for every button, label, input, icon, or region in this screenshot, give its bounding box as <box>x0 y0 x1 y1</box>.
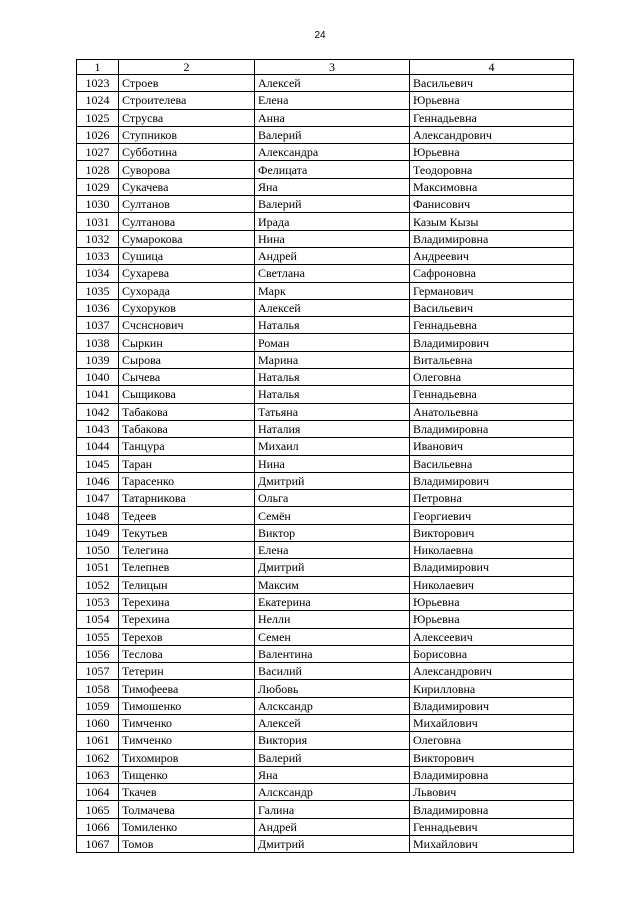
cell-name: Семен <box>255 628 410 645</box>
table-row <box>77 628 574 645</box>
cell-patronymic: Львович <box>410 784 574 801</box>
cell-number: 1036 <box>77 299 119 316</box>
cell-surname: Сырова <box>119 351 255 368</box>
cell-number: 1060 <box>77 714 119 731</box>
cell-surname: Табакова <box>119 420 255 437</box>
cell-surname: Султанов <box>119 196 255 213</box>
cell-surname: Терехина <box>119 593 255 610</box>
table-row <box>77 196 574 213</box>
cell-number: 1032 <box>77 230 119 247</box>
cell-number: 1031 <box>77 213 119 230</box>
cell-patronymic: Фанисович <box>410 196 574 213</box>
cell-name: Валерий <box>255 126 410 143</box>
cell-surname: Счснснович <box>119 317 255 334</box>
cell-number: 1054 <box>77 611 119 628</box>
column-header-surname: 2 <box>119 60 255 75</box>
table-row <box>77 265 574 282</box>
cell-name: Дмитрий <box>255 472 410 489</box>
cell-name: Нелли <box>255 611 410 628</box>
table-row <box>77 386 574 403</box>
cell-surname: Телегина <box>119 542 255 559</box>
cell-number: 1041 <box>77 386 119 403</box>
cell-patronymic: Васильевич <box>410 75 574 92</box>
table-row <box>77 749 574 766</box>
cell-number: 1023 <box>77 75 119 92</box>
cell-surname: Терехов <box>119 628 255 645</box>
cell-patronymic: Владимирович <box>410 697 574 714</box>
cell-patronymic: Владимирович <box>410 334 574 351</box>
cell-number: 1025 <box>77 109 119 126</box>
table-row <box>77 784 574 801</box>
cell-number: 1059 <box>77 697 119 714</box>
table-row <box>77 213 574 230</box>
table-row <box>77 109 574 126</box>
table-row <box>77 542 574 559</box>
cell-number: 1037 <box>77 317 119 334</box>
cell-name: Ирада <box>255 213 410 230</box>
cell-name: Алсксандр <box>255 784 410 801</box>
cell-patronymic: Андреевич <box>410 247 574 264</box>
cell-patronymic: Алексеевич <box>410 628 574 645</box>
cell-name: Ольга <box>255 490 410 507</box>
cell-surname: Строев <box>119 75 255 92</box>
table-row <box>77 317 574 334</box>
cell-patronymic: Васильевич <box>410 299 574 316</box>
table-row <box>77 611 574 628</box>
cell-number: 1058 <box>77 680 119 697</box>
cell-patronymic: Анатольевна <box>410 403 574 420</box>
cell-patronymic: Юрьевна <box>410 144 574 161</box>
cell-surname: Терехина <box>119 611 255 628</box>
table-row <box>77 334 574 351</box>
cell-name: Марк <box>255 282 410 299</box>
cell-name: Любовь <box>255 680 410 697</box>
cell-name: Андрей <box>255 818 410 835</box>
cell-number: 1049 <box>77 524 119 541</box>
cell-surname: Телицын <box>119 576 255 593</box>
cell-number: 1065 <box>77 801 119 818</box>
cell-number: 1066 <box>77 818 119 835</box>
cell-name: Марина <box>255 351 410 368</box>
column-header-patronymic: 4 <box>410 60 574 75</box>
cell-surname: Текутьев <box>119 524 255 541</box>
cell-number: 1029 <box>77 178 119 195</box>
table-row <box>77 161 574 178</box>
cell-number: 1028 <box>77 161 119 178</box>
cell-number: 1051 <box>77 559 119 576</box>
cell-patronymic: Иванович <box>410 438 574 455</box>
cell-number: 1055 <box>77 628 119 645</box>
column-header-number: 1 <box>77 60 119 75</box>
cell-patronymic: Геннадьевна <box>410 386 574 403</box>
cell-name: Андрей <box>255 247 410 264</box>
cell-number: 1052 <box>77 576 119 593</box>
table-row <box>77 144 574 161</box>
cell-number: 1024 <box>77 92 119 109</box>
cell-patronymic: Викторович <box>410 749 574 766</box>
cell-name: Нина <box>255 230 410 247</box>
names-table <box>76 59 574 853</box>
table-row <box>77 247 574 264</box>
cell-surname: Сычева <box>119 369 255 386</box>
cell-number: 1035 <box>77 282 119 299</box>
cell-name: Валерий <box>255 196 410 213</box>
table-row <box>77 732 574 749</box>
cell-name: Фелицата <box>255 161 410 178</box>
cell-name: Елена <box>255 92 410 109</box>
table-row <box>77 766 574 783</box>
table-row <box>77 714 574 731</box>
cell-patronymic: Теодоровна <box>410 161 574 178</box>
cell-patronymic: Владимировна <box>410 801 574 818</box>
cell-surname: Тимченко <box>119 732 255 749</box>
cell-surname: Сыщикова <box>119 386 255 403</box>
cell-patronymic: Борисовна <box>410 645 574 662</box>
table-row <box>77 472 574 489</box>
cell-surname: Сыркин <box>119 334 255 351</box>
cell-name: Дмитрий <box>255 559 410 576</box>
cell-patronymic: Александрович <box>410 663 574 680</box>
table-row <box>77 282 574 299</box>
cell-surname: Тетерин <box>119 663 255 680</box>
table-row <box>77 92 574 109</box>
cell-number: 1062 <box>77 749 119 766</box>
cell-name: Светлана <box>255 265 410 282</box>
cell-surname: Таран <box>119 455 255 472</box>
cell-number: 1057 <box>77 663 119 680</box>
cell-surname: Султанова <box>119 213 255 230</box>
cell-surname: Суворова <box>119 161 255 178</box>
cell-number: 1047 <box>77 490 119 507</box>
table-row <box>77 299 574 316</box>
cell-surname: Субботина <box>119 144 255 161</box>
cell-surname: Ступников <box>119 126 255 143</box>
cell-patronymic: Казым Кызы <box>410 213 574 230</box>
cell-number: 1040 <box>77 369 119 386</box>
cell-surname: Строителева <box>119 92 255 109</box>
table-row <box>77 801 574 818</box>
cell-patronymic: Петровна <box>410 490 574 507</box>
cell-number: 1039 <box>77 351 119 368</box>
cell-name: Максим <box>255 576 410 593</box>
cell-patronymic: Олеговна <box>410 369 574 386</box>
cell-surname: Тимошенко <box>119 697 255 714</box>
cell-name: Семён <box>255 507 410 524</box>
cell-surname: Тимченко <box>119 714 255 731</box>
cell-surname: Тищенко <box>119 766 255 783</box>
table-row <box>77 818 574 835</box>
cell-name: Валентина <box>255 645 410 662</box>
page-number: 24 <box>314 30 326 41</box>
cell-number: 1034 <box>77 265 119 282</box>
cell-surname: Табакова <box>119 403 255 420</box>
cell-name: Екатерина <box>255 593 410 610</box>
table-row <box>77 663 574 680</box>
cell-number: 1044 <box>77 438 119 455</box>
cell-patronymic: Олеговна <box>410 732 574 749</box>
table-row <box>77 126 574 143</box>
cell-surname: Сухарева <box>119 265 255 282</box>
cell-name: Василий <box>255 663 410 680</box>
cell-name: Наталья <box>255 386 410 403</box>
cell-patronymic: Васильевна <box>410 455 574 472</box>
cell-patronymic: Михайлович <box>410 714 574 731</box>
cell-name: Алсксандр <box>255 697 410 714</box>
cell-surname: Сушица <box>119 247 255 264</box>
cell-name: Дмитрий <box>255 836 410 853</box>
cell-surname: Тихомиров <box>119 749 255 766</box>
cell-surname: Сумарокова <box>119 230 255 247</box>
cell-surname: Сухорада <box>119 282 255 299</box>
table-row <box>77 230 574 247</box>
table-row <box>77 524 574 541</box>
table-row <box>77 507 574 524</box>
table-body <box>77 75 574 853</box>
cell-number: 1026 <box>77 126 119 143</box>
cell-patronymic: Владимирович <box>410 472 574 489</box>
cell-name: Наталия <box>255 420 410 437</box>
cell-patronymic: Витальевна <box>410 351 574 368</box>
cell-patronymic: Владимирович <box>410 559 574 576</box>
cell-patronymic: Геннадьевна <box>410 109 574 126</box>
cell-surname: Ткачев <box>119 784 255 801</box>
cell-name: Алексей <box>255 299 410 316</box>
cell-number: 1038 <box>77 334 119 351</box>
cell-patronymic: Владимировна <box>410 420 574 437</box>
table-row <box>77 369 574 386</box>
cell-surname: Тедеев <box>119 507 255 524</box>
table-row <box>77 438 574 455</box>
cell-number: 1030 <box>77 196 119 213</box>
cell-patronymic: Николаевна <box>410 542 574 559</box>
table-row <box>77 178 574 195</box>
cell-surname: Тарасенко <box>119 472 255 489</box>
cell-patronymic: Владимировна <box>410 230 574 247</box>
cell-patronymic: Владимировна <box>410 766 574 783</box>
cell-number: 1048 <box>77 507 119 524</box>
cell-patronymic: Михайлович <box>410 836 574 853</box>
table-row <box>77 490 574 507</box>
cell-name: Виктор <box>255 524 410 541</box>
cell-surname: Струсва <box>119 109 255 126</box>
cell-patronymic: Кирилловна <box>410 680 574 697</box>
table-row <box>77 351 574 368</box>
table-row <box>77 455 574 472</box>
cell-name: Наталья <box>255 317 410 334</box>
cell-number: 1050 <box>77 542 119 559</box>
cell-patronymic: Юрьевна <box>410 593 574 610</box>
cell-patronymic: Германович <box>410 282 574 299</box>
cell-patronymic: Юрьевна <box>410 92 574 109</box>
cell-patronymic: Геннадьевна <box>410 317 574 334</box>
cell-name: Алексей <box>255 714 410 731</box>
cell-name: Виктория <box>255 732 410 749</box>
cell-patronymic: Викторович <box>410 524 574 541</box>
cell-number: 1053 <box>77 593 119 610</box>
cell-name: Алексей <box>255 75 410 92</box>
cell-name: Наталья <box>255 369 410 386</box>
cell-surname: Танцура <box>119 438 255 455</box>
cell-patronymic: Георгиевич <box>410 507 574 524</box>
table-header-row <box>77 60 574 75</box>
table-row <box>77 697 574 714</box>
cell-patronymic: Сафроновна <box>410 265 574 282</box>
cell-patronymic: Геннадьевич <box>410 818 574 835</box>
cell-number: 1046 <box>77 472 119 489</box>
cell-surname: Сукачева <box>119 178 255 195</box>
cell-name: Елена <box>255 542 410 559</box>
cell-number: 1056 <box>77 645 119 662</box>
cell-name: Яна <box>255 766 410 783</box>
table-row <box>77 75 574 92</box>
cell-surname: Томов <box>119 836 255 853</box>
cell-surname: Татарникова <box>119 490 255 507</box>
cell-surname: Теслова <box>119 645 255 662</box>
cell-number: 1061 <box>77 732 119 749</box>
cell-patronymic: Николаевич <box>410 576 574 593</box>
cell-name: Яна <box>255 178 410 195</box>
cell-number: 1033 <box>77 247 119 264</box>
table-row <box>77 576 574 593</box>
table-row <box>77 593 574 610</box>
cell-name: Валерий <box>255 749 410 766</box>
cell-name: Роман <box>255 334 410 351</box>
table-row <box>77 680 574 697</box>
cell-name: Александра <box>255 144 410 161</box>
table-row <box>77 645 574 662</box>
cell-patronymic: Максимовна <box>410 178 574 195</box>
cell-number: 1043 <box>77 420 119 437</box>
cell-surname: Телепнев <box>119 559 255 576</box>
cell-name: Татьяна <box>255 403 410 420</box>
table-row <box>77 403 574 420</box>
table-row <box>77 559 574 576</box>
cell-number: 1063 <box>77 766 119 783</box>
cell-number: 1027 <box>77 144 119 161</box>
table-row <box>77 420 574 437</box>
column-header-name: 3 <box>255 60 410 75</box>
cell-number: 1045 <box>77 455 119 472</box>
cell-surname: Томиленко <box>119 818 255 835</box>
table-row <box>77 836 574 853</box>
cell-name: Нина <box>255 455 410 472</box>
cell-number: 1042 <box>77 403 119 420</box>
cell-number: 1067 <box>77 836 119 853</box>
cell-name: Михаил <box>255 438 410 455</box>
cell-number: 1064 <box>77 784 119 801</box>
cell-surname: Толмачева <box>119 801 255 818</box>
cell-patronymic: Александрович <box>410 126 574 143</box>
cell-patronymic: Юрьевна <box>410 611 574 628</box>
cell-surname: Тимофеева <box>119 680 255 697</box>
cell-name: Анна <box>255 109 410 126</box>
cell-name: Галина <box>255 801 410 818</box>
cell-surname: Сухоруков <box>119 299 255 316</box>
